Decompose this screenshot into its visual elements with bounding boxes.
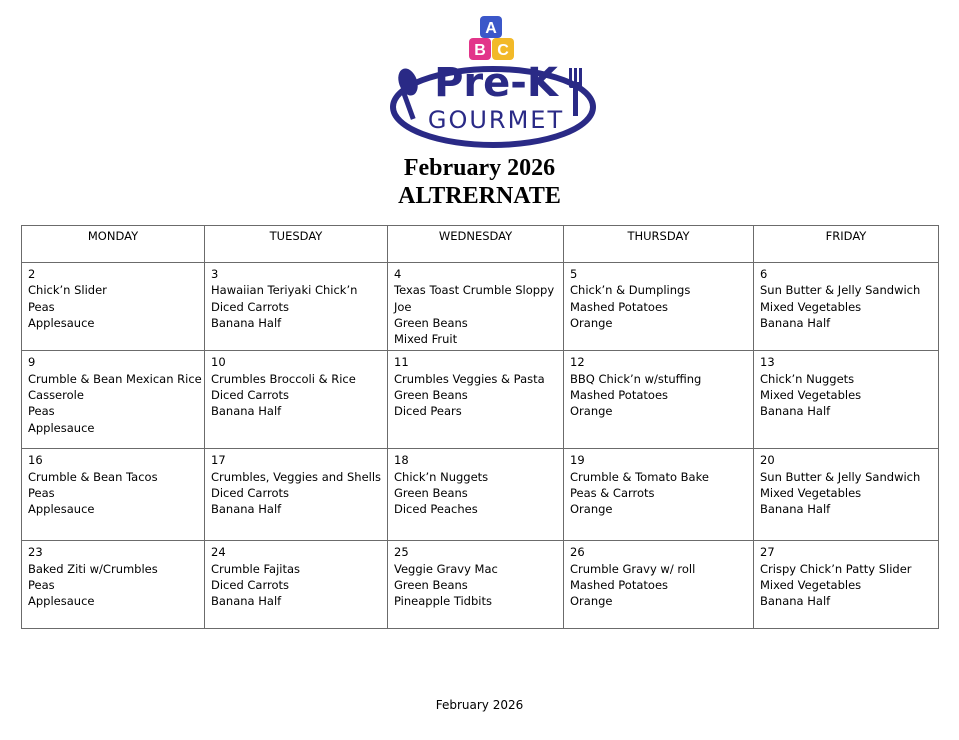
menu-item: Diced Carrots — [211, 388, 290, 403]
menu-item: Green Beans — [394, 388, 468, 403]
day-number: 5 — [570, 267, 578, 281]
menu-item: Diced Carrots — [211, 299, 290, 314]
menu-item: Peas — [28, 404, 55, 419]
day-number: 4 — [394, 267, 402, 281]
menu-item: Casserole — [28, 388, 84, 403]
day-cell — [754, 449, 939, 541]
day-number: 24 — [211, 545, 226, 560]
menu-item: Mixed Vegetables — [760, 388, 862, 403]
menu-item: Crumble & Bean Tacos — [28, 469, 158, 484]
day-number: 6 — [760, 267, 768, 281]
menu-item: Green Beans — [394, 486, 468, 501]
day-cell — [754, 541, 939, 629]
day-number: 23 — [28, 545, 43, 560]
menu-item: Peas — [28, 578, 55, 593]
day-cell — [205, 351, 388, 449]
menu-item: Chick’n Slider — [28, 283, 107, 298]
weekday-header-row — [22, 226, 939, 263]
menu-item: Applesauce — [28, 502, 95, 517]
day-number: 16 — [28, 453, 43, 468]
weekday-header: MONDAY — [22, 226, 205, 263]
pre-k-gourmet-logo — [388, 12, 598, 150]
menu-item: Crumble Fajitas — [211, 561, 301, 576]
day-cell — [22, 449, 205, 541]
abc-blocks — [469, 16, 514, 60]
menu-month-title: February 2026 — [403, 155, 556, 181]
menu-item: Sun Butter & Jelly Sandwich — [760, 469, 921, 484]
menu-item: Orange — [570, 502, 613, 517]
menu-item: Orange — [570, 404, 613, 419]
day-number: 9 — [28, 355, 36, 370]
menu-item: Applesauce — [28, 594, 95, 609]
menu-item: BBQ Chick’n w/stuffing — [570, 371, 702, 386]
menu-item: Crumbles, Veggies and Shells — [211, 469, 382, 484]
day-number: 26 — [570, 545, 585, 560]
day-cell — [388, 263, 564, 351]
menu-item: Peas — [28, 299, 55, 314]
menu-item: Crumbles Broccoli & Rice — [211, 371, 356, 386]
logo-brand-bottom: GOURMET — [427, 106, 565, 134]
menu-item: Crumble Gravy w/ roll — [570, 561, 696, 576]
menu-item: Chick’n Nuggets — [760, 371, 855, 386]
block-c-letter: C — [497, 42, 509, 59]
weekday-header: WEDNESDAY — [388, 226, 564, 263]
day-cell — [22, 263, 205, 351]
block-b-letter: B — [474, 42, 486, 59]
week-row — [22, 449, 939, 541]
weekday-header: FRIDAY — [754, 226, 939, 263]
day-cell — [564, 351, 754, 449]
logo-brand-top: Pre-K — [434, 60, 558, 106]
menu-item: Diced Carrots — [211, 486, 290, 501]
menu-item: Mashed Potatoes — [570, 578, 669, 593]
menu-item: Green Beans — [394, 578, 468, 593]
menu-item: Orange — [570, 315, 613, 330]
day-number: 19 — [570, 453, 585, 468]
footer-month: February 2026 — [435, 698, 524, 712]
day-number: 10 — [211, 355, 226, 370]
week-row — [22, 351, 939, 449]
day-cell — [205, 449, 388, 541]
weekday-header: THURSDAY — [564, 226, 754, 263]
day-cell — [388, 541, 564, 629]
menu-item: Texas Toast Crumble Sloppy — [394, 283, 555, 298]
menu-item: Peas & Carrots — [570, 486, 655, 501]
menu-item: Banana Half — [211, 594, 282, 609]
block-a-letter: A — [485, 20, 497, 37]
logo-graphic — [388, 12, 598, 150]
menu-item: Veggie Gravy Mac — [394, 561, 498, 576]
menu-item: Diced Carrots — [211, 578, 290, 593]
day-cell — [205, 263, 388, 351]
day-number: 11 — [394, 355, 409, 370]
menu-item: Diced Peaches — [394, 502, 478, 517]
day-cell — [564, 541, 754, 629]
menu-item: Applesauce — [28, 420, 95, 435]
menu-item: Mashed Potatoes — [570, 299, 669, 314]
day-number: 12 — [570, 355, 585, 370]
menu-item: Hawaiian Teriyaki Chick’n — [211, 283, 358, 298]
menu-item: Banana Half — [760, 502, 831, 517]
menu-item: Orange — [570, 594, 613, 609]
menu-item: Chick’n Nuggets — [394, 469, 489, 484]
day-cell — [564, 449, 754, 541]
day-number: 18 — [394, 453, 409, 468]
day-number: 3 — [211, 267, 219, 281]
menu-item: Chick’n & Dumplings — [570, 283, 691, 298]
week-row — [22, 541, 939, 629]
day-cell — [22, 541, 205, 629]
day-cell — [754, 263, 939, 351]
menu-item: Crispy Chick’n Patty Slider — [760, 561, 912, 576]
day-number: 17 — [211, 453, 226, 468]
menu-item: Baked Ziti w/Crumbles — [28, 561, 158, 576]
day-number: 25 — [394, 545, 409, 560]
menu-item: Diced Pears — [394, 404, 462, 419]
fork-icon — [569, 68, 582, 116]
menu-item: Mashed Potatoes — [570, 388, 669, 403]
menu-item: Pineapple Tidbits — [394, 594, 492, 609]
menu-item: Crumble & Bean Mexican Rice — [28, 371, 202, 386]
menu-item: Banana Half — [211, 502, 282, 517]
weekday-header: TUESDAY — [205, 226, 388, 263]
menu-item: Crumbles Veggies & Pasta — [394, 371, 545, 386]
menu-item: Green Beans — [394, 315, 468, 330]
menu-item: Peas — [28, 486, 55, 501]
menu-calendar-table — [21, 225, 939, 629]
day-cell — [388, 351, 564, 449]
menu-item: Joe — [394, 299, 412, 314]
menu-item: Banana Half — [760, 315, 831, 330]
menu-item: Mixed Vegetables — [760, 486, 862, 501]
week-row — [22, 263, 939, 351]
menu-item: Banana Half — [760, 404, 831, 419]
menu-item: Sun Butter & Jelly Sandwich — [760, 283, 921, 298]
menu-item: Mixed Fruit — [394, 332, 458, 347]
day-cell — [754, 351, 939, 449]
menu-item: Banana Half — [211, 315, 282, 330]
day-number: 20 — [760, 453, 775, 468]
day-cell — [564, 263, 754, 351]
day-cell — [22, 351, 205, 449]
menu-item: Mixed Vegetables — [760, 299, 862, 314]
day-number: 2 — [28, 267, 36, 281]
menu-item: Applesauce — [28, 315, 95, 330]
menu-item: Mixed Vegetables — [760, 578, 862, 593]
day-cell — [205, 541, 388, 629]
menu-item: Banana Half — [211, 404, 282, 419]
day-cell — [388, 449, 564, 541]
menu-item: Crumble & Tomato Bake — [570, 469, 709, 484]
menu-item: Banana Half — [760, 594, 831, 609]
menu-subtitle: ALTRERNATE — [398, 183, 561, 209]
day-number: 13 — [760, 355, 775, 370]
day-number: 27 — [760, 545, 775, 560]
